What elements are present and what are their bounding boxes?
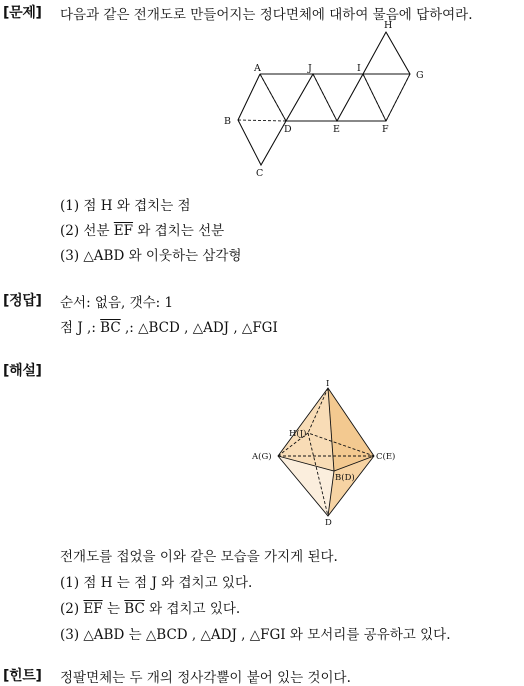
explanation-line-2-segment-bc: $\overline{BC}$ bbox=[124, 601, 145, 617]
problem-item-2-suffix: 와 겹치는 선분 bbox=[133, 223, 225, 239]
explanation-line-3: (3) △ABD 는 △BCD , △ADJ , △FGI 와 모서리를 공유하고 있다. bbox=[60, 627, 451, 643]
answer-line-2 bbox=[60, 316, 278, 336]
net-label-h: H bbox=[384, 20, 393, 31]
net-label-f: F bbox=[382, 124, 389, 135]
explanation-line-2-end: 와 겹치고 있다. bbox=[144, 601, 241, 617]
explanation-intro: 전개도를 접었을 이와 같은 모습을 가지게 된다. bbox=[60, 549, 338, 565]
explanation-label: [해설] bbox=[3, 363, 42, 379]
answer-label: [정답] bbox=[3, 293, 42, 309]
net-label-d: D bbox=[284, 124, 292, 135]
problem-item-3 bbox=[60, 244, 242, 264]
solid-label-bd: B(D) bbox=[335, 473, 355, 483]
explanation-line-2-mid: 는 bbox=[102, 601, 125, 617]
problem-item-3-text: (3) △ABD 와 이웃하는 삼각형 bbox=[60, 248, 242, 264]
problem-question: 다음과 같은 전개도로 만들어지는 정다면체에 대하여 물음에 답하여라. bbox=[60, 7, 473, 23]
net-label-a: A bbox=[254, 63, 261, 74]
net-label-c: C bbox=[256, 168, 264, 179]
problem-item-1-text: (1) 점 H 와 겹치는 점 bbox=[60, 198, 191, 214]
solid-label-ce: C(E) bbox=[376, 452, 396, 462]
net-label-g: G bbox=[416, 70, 424, 81]
solid-label-hj: H(J) bbox=[289, 429, 307, 439]
explanation-line-2-segment-ef: $\overline{EF}$ bbox=[83, 601, 103, 617]
answer-line-1: 순서: 없음, 갯수: 1 bbox=[60, 295, 174, 311]
explanation-line-2-prefix: (2) bbox=[60, 601, 84, 617]
problem-item-1 bbox=[60, 194, 191, 214]
answer-line-2-suffix: ,: △BCD , △ADJ , △FGI bbox=[120, 320, 278, 336]
net-label-e: E bbox=[333, 124, 340, 135]
net-label-j: J bbox=[308, 63, 312, 74]
octahedron-diagram bbox=[246, 378, 406, 530]
net-label-i: I bbox=[357, 63, 361, 74]
net-diagram bbox=[218, 18, 433, 182]
solid-label-d: D bbox=[325, 518, 332, 528]
problem-item-2 bbox=[60, 219, 224, 239]
answer-line-2-prefix: 점 J ,: bbox=[60, 320, 101, 336]
hint-label: [힌트] bbox=[3, 668, 42, 684]
problem-label: [문제] bbox=[3, 5, 42, 21]
answer-line-2-segment: $\overline{BC}$ bbox=[100, 320, 121, 336]
explanation-line-1: (1) 점 H 는 점 J 와 겹치고 있다. bbox=[60, 575, 253, 591]
explanation-line-2 bbox=[60, 597, 240, 617]
problem-item-2-segment: $\overline{EF}$ bbox=[113, 223, 134, 239]
net-label-b: B bbox=[224, 116, 231, 127]
problem-item-2-prefix: (2) 선분 bbox=[60, 223, 114, 239]
hint-text: 정팔면체는 두 개의 정사각뿔이 붙어 있는 것이다. bbox=[60, 670, 351, 686]
solid-label-ag: A(G) bbox=[252, 452, 272, 462]
solid-label-i: I bbox=[326, 379, 330, 389]
